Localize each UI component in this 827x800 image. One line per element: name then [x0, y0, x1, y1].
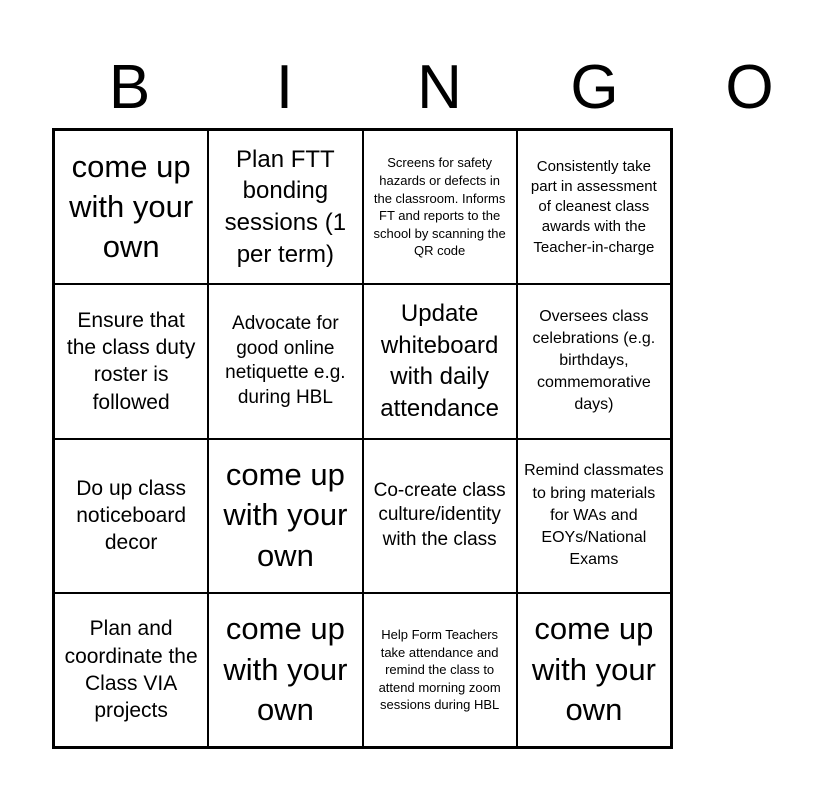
cell-text: Oversees class celebrations (e.g. birthdays, commemorative days): [532, 308, 656, 414]
bingo-cell[interactable]: [363, 593, 517, 747]
bingo-cell[interactable]: [363, 130, 517, 284]
bingo-cell[interactable]: [363, 439, 517, 593]
cell-text: Plan and coordinate the Class VIA projects: [64, 617, 198, 723]
cell-text: come up with your own: [531, 611, 656, 728]
header-letter-b: B: [108, 53, 151, 122]
header-letter-o: O: [725, 53, 774, 122]
bingo-cell[interactable]: [54, 593, 208, 747]
cell-text: Do up class noticeboard decor: [76, 476, 186, 555]
bingo-cell[interactable]: [208, 284, 362, 438]
cell-text: come up with your own: [223, 457, 348, 573]
bingo-header: [52, 52, 774, 124]
header-letter-g: G: [570, 53, 619, 122]
bingo-cell[interactable]: [54, 130, 208, 284]
bingo-cell[interactable]: [517, 593, 671, 747]
bingo-cell[interactable]: [517, 130, 671, 284]
bingo-cell[interactable]: [54, 439, 208, 593]
cell-text: Co-create class culture/identity with the class: [373, 479, 506, 550]
cell-text: Ensure that the class duty roster is followed: [66, 308, 196, 414]
bingo-cell[interactable]: [208, 130, 362, 284]
bingo-cell[interactable]: [363, 284, 517, 438]
bingo-cell[interactable]: [517, 439, 671, 593]
cell-text: Consistently take part in assessment of cleanest class awards with the Teacher-in-charge: [530, 157, 657, 256]
bingo-cell[interactable]: [54, 284, 208, 438]
cell-text: Update whiteboard with daily attendance: [380, 300, 500, 423]
bingo-board: [52, 128, 673, 749]
cell-text: Plan FTT bonding sessions (1 per term): [224, 145, 347, 268]
bingo-cell[interactable]: [208, 593, 362, 747]
bingo-cell[interactable]: [208, 439, 362, 593]
cell-text: Help Form Teachers take attendance and remind the class to attend morning zoom sessions during HBL: [378, 627, 501, 713]
cell-text: come up with your own: [223, 611, 348, 728]
header-letter-i: I: [275, 53, 294, 122]
cell-text: Screens for safety hazards or defects in the classroom. Informs FT and reports to the school by scanning the QR code: [373, 155, 506, 259]
bingo-cell[interactable]: [517, 284, 671, 438]
header-letter-n: N: [417, 53, 462, 122]
cell-text: Advocate for good online netiquette e.g. during HBL: [225, 313, 346, 409]
cell-text: Remind classmates to bring materials for WAs and EOYs/National Exams: [524, 462, 664, 568]
cell-text: come up with your own: [69, 148, 194, 265]
